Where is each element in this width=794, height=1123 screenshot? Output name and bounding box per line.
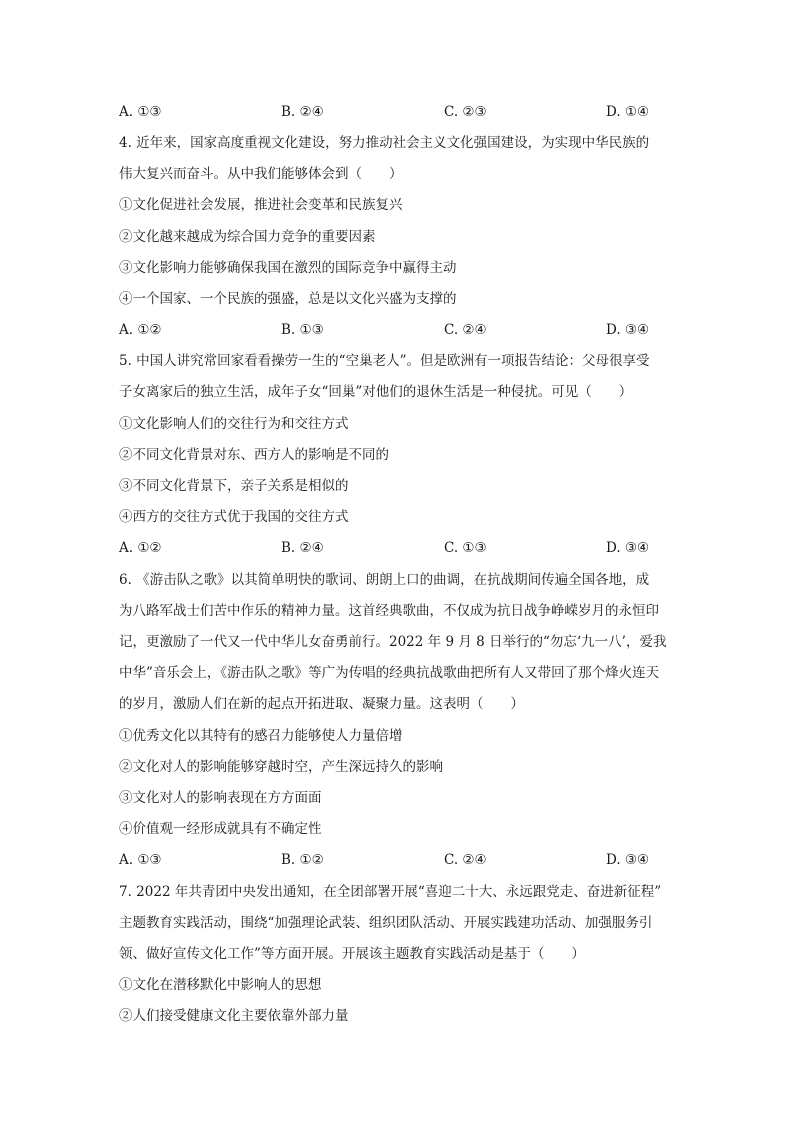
q4-option-a: A. ①②	[119, 322, 162, 338]
q7-stem-line: 主题教育实践活动，围绕“加强理论武装、组织团队活动、开展实践建功活动、加强服务引	[119, 915, 653, 931]
q7-item-1: ①文化在潜移默化中影响人的思想	[119, 977, 322, 993]
q7-stem-line: 领、做好宣传文化工作”等方面开展。开展该主题教育实践活动是基于（ ）	[119, 946, 585, 962]
q7-stem-line: 7. 2022 年共青团中央发出通知，在全团部署开展“喜迎二十大、永远跟党走、奋进新征程”	[119, 884, 662, 900]
q4-stem-line: 4. 近年来，国家高度重视文化建设，努力推动社会主义文化强国建设，为实现中华民族的	[119, 135, 650, 151]
q3-options	[119, 102, 681, 122]
q5-option-d: D. ③④	[606, 540, 650, 556]
q4-item-1: ①文化促进社会发展，推进社会变革和民族复兴	[119, 197, 403, 213]
q5-option-b: B. ②④	[281, 540, 324, 556]
q6-item-2: ②文化对人的影响能够穿越时空，产生深远持久的影响	[119, 759, 443, 775]
q5-option-c: C. ①③	[444, 540, 487, 556]
q4-option-d: D. ③④	[606, 322, 650, 338]
q3-option-c: C. ②③	[444, 104, 487, 120]
q5-stem-line: 5. 中国人讲究常回家看看操劳一生的“空巢老人”。但是欧洲有一项报告结论：父母很享受	[119, 353, 650, 369]
q5-stem-line: 子女离家后的独立生活，成年子女“回巢”对他们的退休生活是一种侵扰。可见（ ）	[119, 384, 633, 400]
q6-stem-line: 的岁月，激励人们在新的起点开拓进取、凝聚力量。这表明（ ）	[119, 696, 524, 712]
q4-option-c: C. ②④	[444, 322, 487, 338]
q6-option-b: B. ①②	[281, 852, 324, 868]
q6-item-4: ④价值观一经形成就具有不确定性	[119, 821, 322, 837]
q5-item-3: ③不同文化背景下，亲子关系是相似的	[119, 478, 349, 494]
q5-item-2: ②不同文化背景对东、西方人的影响是不同的	[119, 447, 389, 463]
q3-option-a: A. ①③	[119, 104, 162, 120]
q4-option-b: B. ①③	[281, 322, 324, 338]
q5-options	[119, 538, 681, 558]
q4-item-3: ③文化影响力能够确保我国在激烈的国际竞争中赢得主动	[119, 260, 457, 276]
q6-stem-line: 6. 《游击队之歌》以其简单明快的歌词、朗朗上口的曲调，在抗战期间传遍全国各地，成	[119, 572, 650, 588]
q4-item-4: ④一个国家、一个民族的强盛，总是以文化兴盛为支撑的	[119, 291, 457, 307]
q6-stem-line: 记，更激励了一代又一代中华儿女奋勇前行。2022 年 9 月 8 日举行的“勿忘‘九一八’，爱我	[119, 634, 667, 650]
q4-item-2: ②文化越来越成为综合国力竞争的重要因素	[119, 229, 376, 245]
q6-item-1: ①优秀文化以其特有的感召力能够使人力量倍增	[119, 728, 403, 744]
q6-option-d: D. ③④	[606, 852, 650, 868]
q4-options	[119, 320, 681, 340]
q7-item-2: ②人们接受健康文化主要依靠外部力量	[119, 1008, 349, 1024]
q6-stem-line: 为八路军战士们苦中作乐的精神力量。这首经典歌曲，不仅成为抗日战争峥嵘岁月的永恒印	[119, 603, 659, 619]
q6-option-a: A. ①③	[119, 852, 162, 868]
q6-item-3: ③文化对人的影响表现在方方面面	[119, 790, 322, 806]
q6-options	[119, 850, 681, 870]
q4-stem-line: 伟大复兴而奋斗。从中我们能够体会到（ ）	[119, 166, 403, 182]
q5-option-a: A. ①②	[119, 540, 162, 556]
q3-option-b: B. ②④	[281, 104, 324, 120]
q5-item-1: ①文化影响人们的交往行为和交往方式	[119, 416, 349, 432]
q5-item-4: ④西方的交往方式优于我国的交往方式	[119, 509, 349, 525]
q3-option-d: D. ①④	[606, 104, 650, 120]
q6-option-c: C. ②④	[444, 852, 487, 868]
q6-stem-line: 中华”音乐会上，《游击队之歌》等广为传唱的经典抗战歌曲把所有人又带回了那个烽火连天	[119, 665, 660, 681]
